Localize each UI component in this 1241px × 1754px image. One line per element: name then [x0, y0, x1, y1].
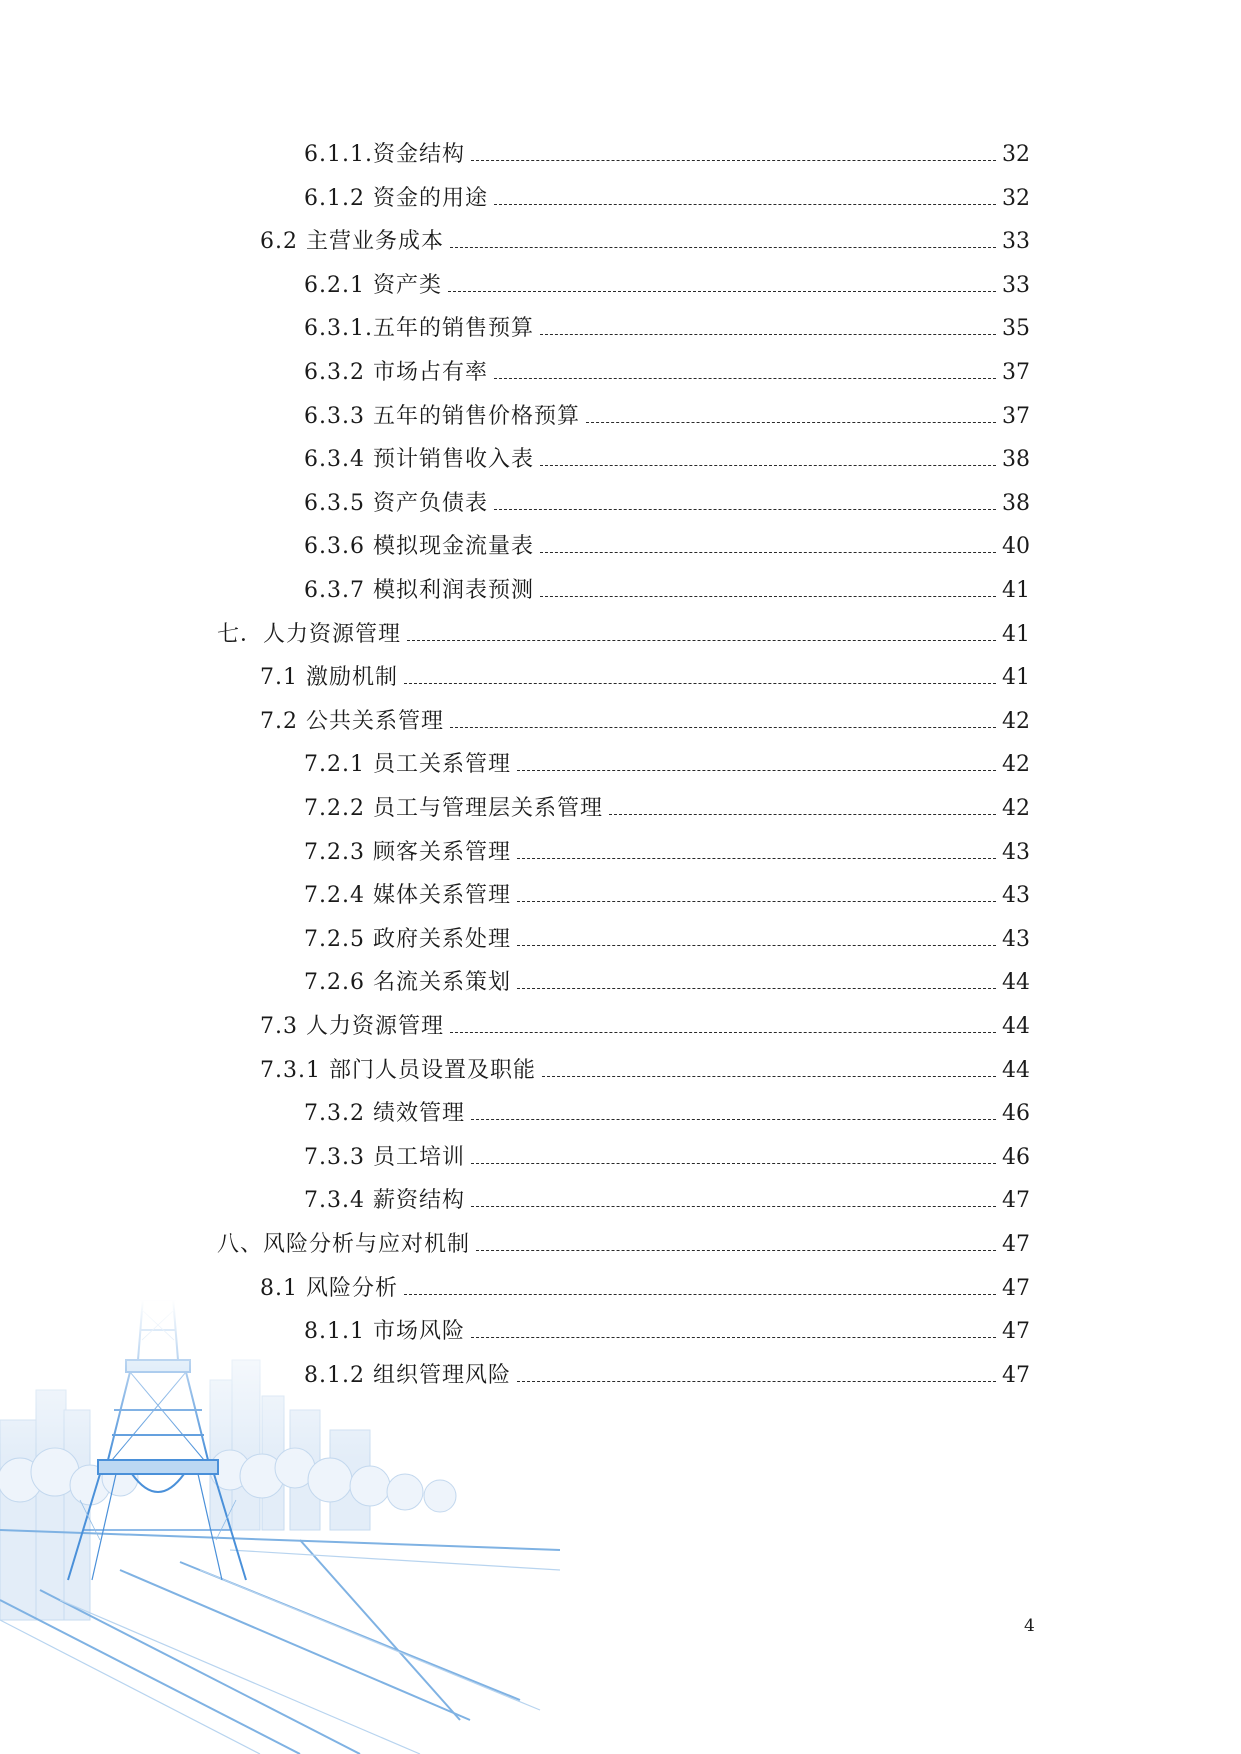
toc-entry[interactable]	[304, 1361, 1030, 1391]
toc-entry-page: 41	[1002, 665, 1030, 691]
toc-entry-title: 7.3.2 绩效管理	[304, 1101, 465, 1127]
toc-entry-page: 38	[1002, 490, 1030, 516]
toc-entry[interactable]	[304, 271, 1030, 301]
toc-leader-dashes	[517, 901, 996, 902]
toc-entry[interactable]	[304, 968, 1030, 998]
toc-entry-title: 八、风险分析与应对机制	[217, 1232, 471, 1257]
toc-entry-title: 6.3.5 资产负债表	[304, 490, 488, 516]
toc-leader-dashes	[517, 770, 996, 771]
toc-leader-dashes	[517, 945, 996, 946]
toc-leader-dashes	[540, 465, 996, 466]
toc-entry[interactable]	[304, 314, 1030, 344]
toc-entry[interactable]	[304, 838, 1030, 868]
toc-entry-title: 6.3.3 五年的销售价格预算	[304, 403, 580, 429]
toc-entry-title: 6.2.1 资产类	[304, 272, 442, 298]
toc-entry-title: 7.3.4 薪资结构	[304, 1188, 465, 1214]
toc-entry[interactable]	[304, 1099, 1030, 1129]
toc-entry-title: 7.1 激励机制	[260, 665, 398, 691]
toc-entry[interactable]	[304, 750, 1030, 780]
toc-entry[interactable]	[260, 227, 1030, 257]
toc-entry-page: 44	[1002, 1014, 1030, 1039]
toc-entry[interactable]	[304, 402, 1030, 432]
toc-entry-page: 46	[1002, 1101, 1030, 1127]
toc-entry-title: 7.2.5 政府关系处理	[304, 926, 511, 952]
toc-leader-dashes	[471, 160, 996, 161]
toc-entry-page: 47	[1002, 1275, 1030, 1301]
toc-entry-page: 38	[1002, 447, 1030, 473]
toc-entry-title: 6.1.1.资金结构	[304, 142, 465, 167]
toc-entry-title: 6.3.1.五年的销售预算	[304, 316, 534, 342]
toc-leader-dashes	[448, 291, 996, 292]
toc-leader-dashes	[450, 1032, 996, 1033]
toc-entry-title: 6.3.6 模拟现金流量表	[304, 534, 534, 560]
toc-entry-title: 6.3.2 市场占有率	[304, 360, 488, 385]
toc-entry[interactable]	[260, 1056, 1030, 1086]
toc-leader-dashes	[471, 1119, 996, 1120]
toc-entry-page: 42	[1002, 796, 1030, 821]
toc-entry[interactable]	[217, 620, 1030, 650]
toc-entry-page: 44	[1002, 1057, 1030, 1083]
toc-leader-dashes	[542, 1076, 996, 1077]
toc-entry-title: 7.3.3 员工培训	[304, 1144, 465, 1170]
toc-leader-dashes	[476, 1250, 996, 1251]
toc-leader-dashes	[404, 1294, 996, 1295]
toc-leader-dashes	[494, 378, 996, 379]
toc-entry[interactable]	[304, 576, 1030, 606]
toc-entry-page: 41	[1002, 621, 1030, 647]
toc-leader-dashes	[450, 727, 996, 728]
toc-entry-title: 8.1.1 市场风险	[304, 1319, 465, 1345]
toc-entry-page: 47	[1002, 1232, 1030, 1257]
toc-entry-title: 6.3.4 预计销售收入表	[304, 447, 534, 473]
toc-entry-title: 7.2.2 员工与管理层关系管理	[304, 796, 603, 821]
toc-entry[interactable]	[304, 445, 1030, 475]
toc-entry-title: 七．人力资源管理	[217, 621, 402, 647]
toc-entry[interactable]	[304, 532, 1030, 562]
toc-entry-page: 44	[1002, 970, 1030, 996]
toc-entry-page: 46	[1002, 1144, 1030, 1170]
toc-entry-title: 7.3 人力资源管理	[260, 1014, 444, 1039]
toc-entry-title: 7.2 公共关系管理	[260, 708, 444, 734]
toc-entry-title: 7.3.1 部门人员设置及职能	[260, 1057, 536, 1083]
toc-entry-title: 7.2.6 名流关系策划	[304, 970, 511, 996]
toc-entry[interactable]	[304, 794, 1030, 824]
toc-entry[interactable]	[304, 925, 1030, 955]
toc-entry-page: 40	[1002, 534, 1030, 560]
toc-leader-dashes	[517, 858, 996, 859]
toc-entry-title: 6.2 主营业务成本	[260, 229, 444, 255]
toc-entry-page: 37	[1002, 360, 1030, 385]
toc-entry-page: 41	[1002, 578, 1030, 603]
toc-leader-dashes	[494, 509, 996, 510]
toc-leader-dashes	[586, 422, 996, 423]
toc-entry-page: 43	[1002, 883, 1030, 909]
toc-leader-dashes	[404, 683, 996, 684]
toc-entry-page: 47	[1002, 1319, 1030, 1345]
toc-leader-dashes	[517, 988, 996, 989]
toc-entry-page: 43	[1002, 926, 1030, 952]
toc-leader-dashes	[609, 814, 996, 815]
toc-leader-dashes	[471, 1337, 996, 1338]
toc-entry[interactable]	[260, 1274, 1030, 1304]
toc-leader-dashes	[540, 552, 996, 553]
toc-entry[interactable]	[304, 184, 1030, 214]
toc-leader-dashes	[494, 204, 996, 205]
toc-entry-title: 7.2.3 顾客关系管理	[304, 839, 511, 865]
toc-entry[interactable]	[304, 1143, 1030, 1173]
toc-entry[interactable]	[304, 1317, 1030, 1347]
toc-entry-page: 32	[1002, 185, 1030, 211]
toc-entry-page: 33	[1002, 229, 1030, 255]
toc-entry[interactable]	[304, 358, 1030, 388]
toc-entry-page: 47	[1002, 1188, 1030, 1214]
toc-entry-title: 6.1.2 资金的用途	[304, 185, 488, 211]
toc-entry[interactable]	[304, 489, 1030, 519]
toc-entry-page: 35	[1002, 316, 1030, 342]
toc-leader-dashes	[450, 247, 996, 248]
toc-entry[interactable]	[260, 663, 1030, 693]
toc-entry[interactable]	[260, 1012, 1030, 1042]
toc-entry-title: 8.1.2 组织管理风险	[304, 1362, 511, 1388]
toc-entry[interactable]	[304, 1186, 1030, 1216]
toc-entry-title: 8.1 风险分析	[260, 1275, 398, 1301]
toc-leader-dashes	[471, 1163, 996, 1164]
toc-leader-dashes	[407, 640, 996, 641]
toc-leader-dashes	[517, 1381, 996, 1382]
toc-entry-page: 42	[1002, 708, 1030, 734]
toc-entry-page: 37	[1002, 403, 1030, 429]
toc-entry[interactable]	[304, 881, 1030, 911]
toc-entry-page: 32	[1002, 142, 1030, 167]
toc-entry-page: 47	[1002, 1362, 1030, 1388]
toc-leader-dashes	[540, 596, 996, 597]
toc-entry-page: 33	[1002, 272, 1030, 298]
toc-entry[interactable]	[304, 140, 1030, 170]
toc-entry-title: 7.2.1 员工关系管理	[304, 752, 511, 778]
toc-entry-page: 42	[1002, 752, 1030, 778]
page-number: 4	[1024, 1616, 1035, 1636]
toc-leader-dashes	[471, 1206, 996, 1207]
toc-entry[interactable]	[217, 1230, 1030, 1260]
toc-entry-page: 43	[1002, 839, 1030, 865]
toc-entry-title: 6.3.7 模拟利润表预测	[304, 578, 534, 603]
toc-entry-title: 7.2.4 媒体关系管理	[304, 883, 511, 909]
toc-leader-dashes	[540, 334, 996, 335]
toc-entry[interactable]	[260, 707, 1030, 737]
